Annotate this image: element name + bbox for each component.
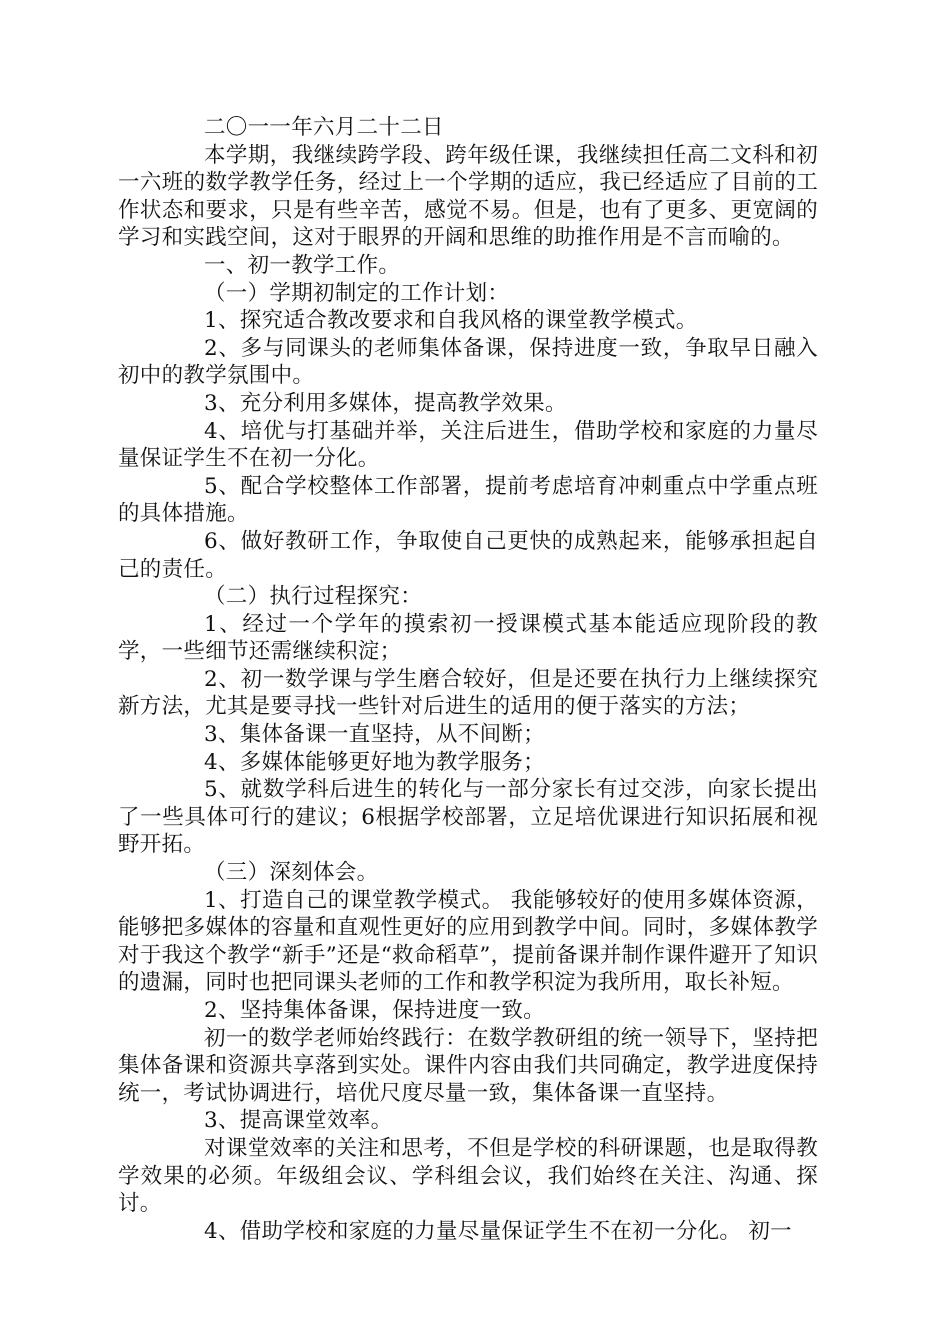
date-line: 二〇一一年六月二十二日 — [204, 115, 444, 140]
subsection-heading-process: （二）执行过程探究： — [204, 584, 423, 610]
process-item-5: 5、就数学科后进生的转化与一部分家长有过交涉，向家长提出了一些具体可行的建议；6根据学校部署，立足培优课进行知识拓展和视野开拓。 — [118, 777, 818, 858]
insight-item-4: 4、借助学校和家庭的力量尽量保证学生不在初一分化。 初一 — [204, 1218, 792, 1244]
subsection-heading-insights: （三）深刻体会。 — [204, 860, 379, 886]
plan-item-5: 5、配合学校整体工作部署，提前考虑培育冲刺重点中学重点班的具体措施。 — [118, 473, 818, 527]
subsection-heading-plan: （一）学期初制定的工作计划： — [204, 280, 510, 306]
plan-item-2: 2、多与同课头的老师集体备课，保持进度一致，争取早日融入初中的教学氛围中。 — [118, 335, 818, 389]
process-item-1: 1、经过一个学年的摸索初一授课模式基本能适应现阶段的教学，一些细节还需继续积淀； — [118, 611, 818, 665]
insight-item-2-body: 初一的数学老师始终践行：在数学教研组的统一领导下，坚持把集体备课和资源共享落到实处。课件内容由我们共同确定，教学进度保持统一，考试协调进行，培优尺度尽量一致，集体备课一直坚持。 — [118, 1025, 818, 1106]
process-item-2: 2、初一数学课与学生磨合较好，但是还要在执行力上继续探究新方法，尤其是要寻找一些针对后进生的适用的便于落实的方法； — [118, 666, 818, 720]
insight-item-3-body: 对课堂效率的关注和思考，不但是学校的科研课题，也是取得教学效果的必须。年级组会议、学科组会议，我们始终在关注、沟通、探讨。 — [118, 1135, 818, 1217]
plan-item-3: 3、充分利用多媒体，提高教学效果。 — [204, 390, 567, 416]
process-item-4: 4、多媒体能够更好地为教学服务； — [204, 749, 545, 775]
plan-item-1: 1、探究适合教改要求和自我风格的课堂教学模式。 — [204, 308, 698, 334]
insight-item-2: 2、坚持集体备课，保持进度一致。 — [204, 998, 545, 1023]
document-body — [118, 114, 818, 1245]
process-item-3: 3、集体备课一直坚持，从不间断； — [204, 722, 545, 748]
plan-item-6: 6、做好教研工作，争取使自己更快的成熟起来，能够承担起自己的责任。 — [118, 528, 818, 582]
insight-item-3: 3、提高课堂效率。 — [204, 1108, 393, 1134]
intro-paragraph: 本学期，我继续跨学段、跨年级任课，我继续担任高二文科和初一六班的数学教学任务，经过上一个学期的适应，我已经适应了目前的工作状态和要求，只是有些辛苦，感觉不易。但是，也有了更多、更宽阔的学习和实践空间，这对于眼界的开阔和思维的助推作用是不言而喻的。 — [118, 142, 818, 251]
section-heading-1: 一、初一教学工作。 — [204, 252, 401, 278]
plan-item-4: 4、培优与打基础并举，关注后进生，借助学校和家庭的力量尽量保证学生不在初一分化。 — [118, 418, 818, 472]
insight-item-1: 1、打造自己的课堂教学模式。 我能够较好的使用多媒体资源，能够把多媒体的容量和直观性更好的应用到教学中间。同时，多媒体教学对于我这个教学“新手”还是“救命稻草”，提前备课并制作课件避开了知识的遗漏，同时也把同课头老师的工作和教学积淀为我所用，取长补短。 — [118, 887, 818, 996]
